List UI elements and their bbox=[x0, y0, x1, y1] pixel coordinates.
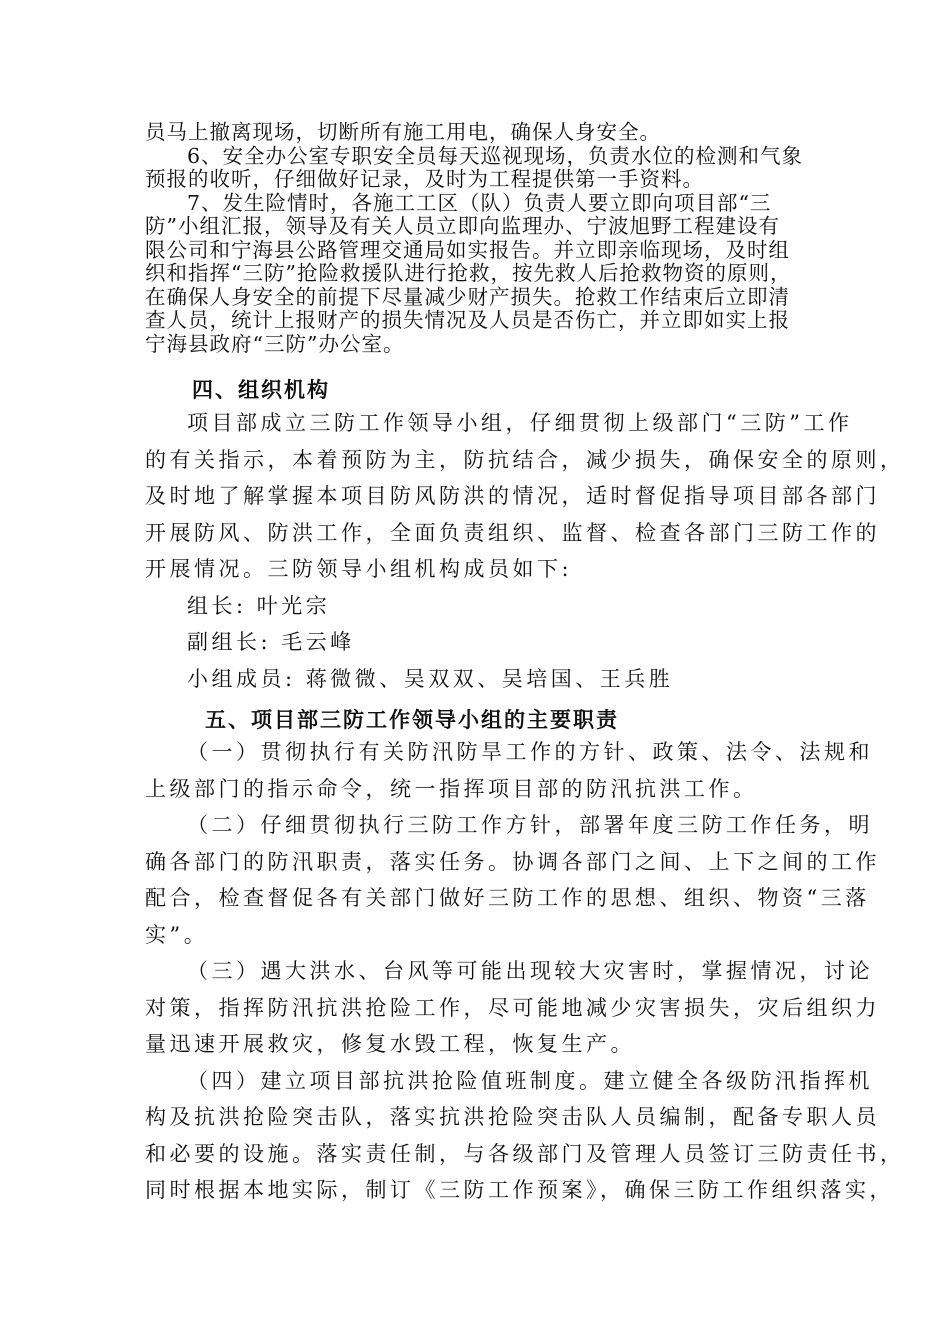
list-item-7: 7、发生险情时，各施工工区（队）负责人要立即向项目部“三 bbox=[187, 190, 772, 215]
body-line: 的有关指示，本着预防为主，防抗结合，减少损失，确保安全的原则， bbox=[145, 447, 905, 472]
list-item-6: 6、安全办公室专职安全员每天巡视现场，负责水位的检测和气象 bbox=[187, 143, 804, 168]
body-line: 员马上撤离现场，切断所有施工用电，确保人身安全。 bbox=[145, 120, 661, 144]
section3-continuation bbox=[145, 121, 835, 356]
body-line: 防”小组汇报，领导及有关人员立即向监理办、宁波旭野工程建设有 bbox=[145, 214, 780, 238]
body-line: 项目部成立三防工作领导小组，仔细贯彻上级部门“三防”工作 bbox=[187, 411, 853, 435]
body-line: 织和指挥“三防”抢险救援队进行抢救，按先救人后抢救物资的原则， bbox=[145, 261, 792, 285]
body-line: 实”。 bbox=[145, 922, 209, 947]
body-line: 确各部门的防汛职责，落实任务。协调各部门之间、上下之间的工作 bbox=[145, 849, 880, 874]
body-line: 构及抗洪抢险突击队，落实抗洪抢险突击队人员编制，配备专职人员 bbox=[145, 1105, 880, 1129]
body-line: 限公司和宁海县公路管理交通局如实报告。并立即亲临现场，及时组 bbox=[145, 237, 790, 262]
section-heading-4: 四、组织机构 bbox=[192, 377, 330, 402]
body-line: 和必要的设施。落实责任制，与各级部门及管理人员签订三防责任书， bbox=[145, 1141, 905, 1166]
body-line: 对策，指挥防汛抗洪抢险工作，尽可能地减少灾害损失，灾后组织力 bbox=[145, 995, 880, 1020]
deputy-leader-line: 副组长: 毛云峰 bbox=[187, 630, 355, 654]
duty-item-1: （一）贯彻执行有关防汛防旱工作的方针、政策、法令、法规和 bbox=[187, 740, 873, 764]
duty-item-3: （三）遇大洪水、台风等可能出现较大灾害时，掌握情况，讨论 bbox=[187, 959, 873, 983]
body-line: 同时根据本地实际，制订《三防工作预案》，确保三防工作组织落实， bbox=[145, 1178, 894, 1202]
body-line: 及时地了解掌握本项目防风防洪的情况，适时督促指导项目部各部门 bbox=[145, 484, 880, 508]
body-line: 宁海县政府“三防”办公室。 bbox=[145, 331, 405, 356]
leader-line: 组长: 叶光宗 bbox=[187, 593, 331, 618]
section5-body bbox=[145, 734, 905, 1209]
body-line: 开展防风、防洪工作，全面负责组织、监督、检查各部门三防工作的 bbox=[145, 520, 880, 545]
body-line: 开展情况。三防领导小组机构成员如下: bbox=[145, 557, 573, 581]
duty-item-4: （四）建立项目部抗洪抢险值班制度。建立健全各级防汛指挥机 bbox=[187, 1068, 873, 1093]
section-heading-5: 五、项目部三防工作领导小组的主要职责 bbox=[205, 707, 619, 732]
section4-body bbox=[145, 405, 905, 697]
body-line: 上级部门的指示命令，统一指挥项目部的防汛抗洪工作。 bbox=[145, 776, 758, 801]
body-line: 配合，检查督促各有关部门做好三防工作的思想、组织、物资“三落 bbox=[145, 886, 870, 910]
body-line: 量迅速开展救灾，修复水毁工程，恢复生产。 bbox=[145, 1032, 635, 1056]
body-line: 在确保人身安全的前提下尽量减少财产损失。抢救工作结束后立即清 bbox=[145, 284, 790, 309]
body-line: 预报的收听，仔细做好记录，及时为工程提供第一手资料。 bbox=[145, 167, 704, 191]
members-line: 小组成员: 蒋微微、吴双双、吴培国、王兵胜 bbox=[187, 666, 674, 691]
body-line: 查人员，统计上报财产的损失情况及人员是否伤亡，并立即如实上报 bbox=[145, 308, 790, 332]
duty-item-2: （二）仔细贯彻执行三防工作方针，部署年度三防工作任务，明 bbox=[187, 813, 873, 837]
